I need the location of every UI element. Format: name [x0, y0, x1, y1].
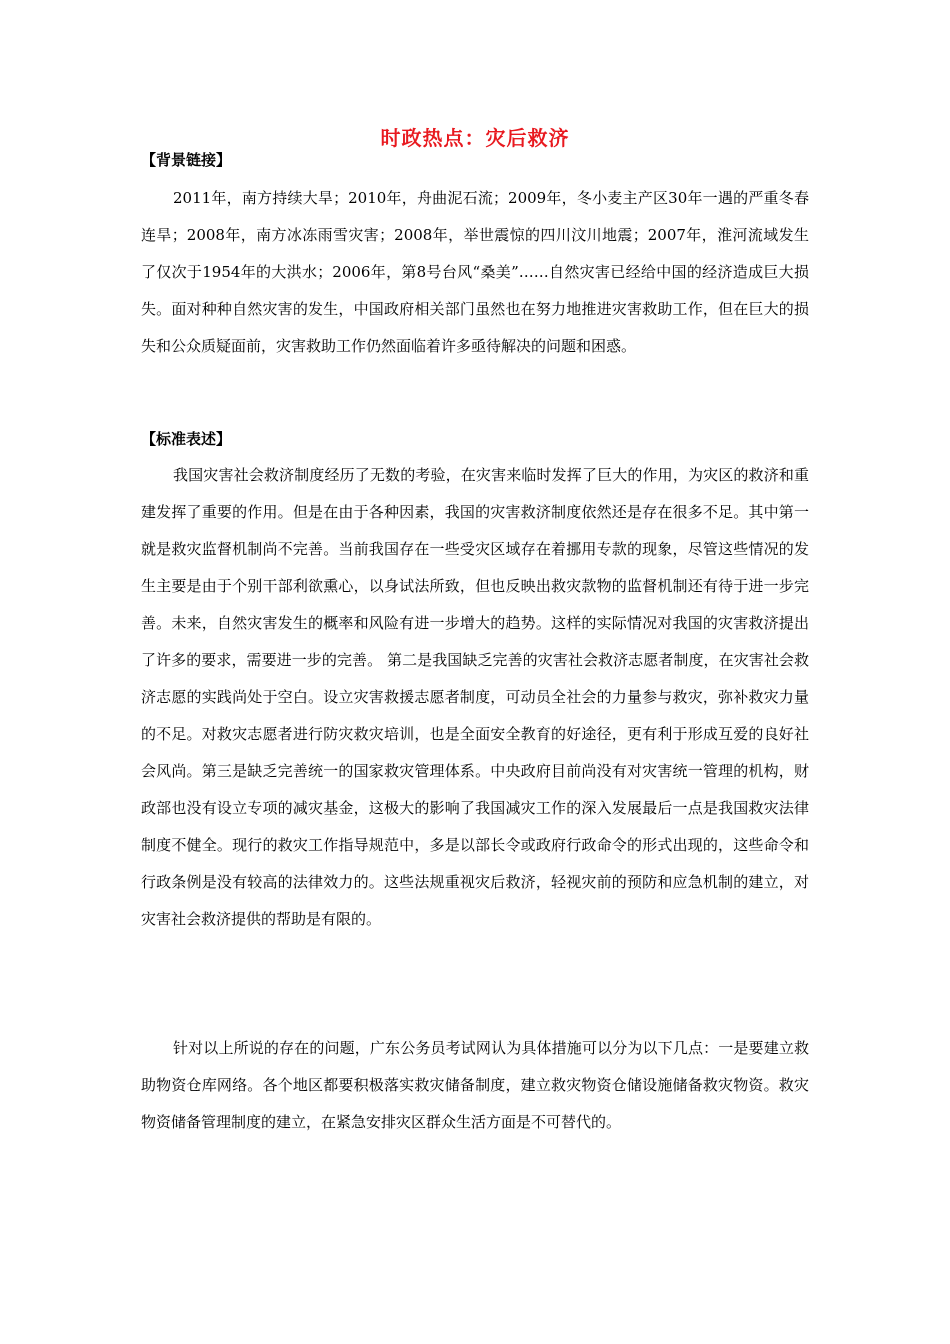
document-title: 时政热点：灾后救济 [380, 126, 570, 150]
paragraph-standard-2: 针对以上所说的存在的问题，广东公务员考试网认为具体措施可以分为以下几点：一是要建立救助物资仓库网络。各个地区都要积极落实救灾储备制度，建立救灾物资仓储设施储备救灾物资。救灾物资储备管理制度的建立，在紧急安排灾区群众生活方面是不可替代的。 [141, 1039, 809, 1131]
paragraph-background: 2011年，南方持续大旱；2010年，舟曲泥石流；2009年，冬小麦主产区30年一遇的严重冬春连旱；2008年，南方冰冻雨雪灾害；2008年，举世震惊的四川汶川地震；2007年，淮河流域发生了仅次于1954年的大洪水；2006年，第8号台风“桑美”……自然灾害已经给中国的经济造成巨大损失。面对种种自然灾害的发生，中国政府相关部门虽然也在努力地推进灾害救助工作，但在巨大的损失和公众质疑面前，灾害救助工作仍然面临着许多亟待解决的问题和困惑。 [141, 189, 809, 355]
paragraph-standard-1: 我国灾害社会救济制度经历了无数的考验，在灾害来临时发挥了巨大的作用，为灾区的救济和重建发挥了重要的作用。但是在由于各种因素，我国的灾害救济制度依然还是存在很多不足。其中第一就是救灾监督机制尚不完善。当前我国存在一些受灾区域存在着挪用专款的现象，尽管这些情况的发生主要是由于个别干部利欲熏心，以身试法所致，但也反映出救灾款物的监督机制还有待于进一步完善。未来，自然灾害发生的概率和风险有进一步增大的趋势。这样的实际情况对我国的灾害救济提出了许多的要求，需要进一步的完善。 第二是我国缺乏完善的灾害社会救济志愿者制度，在灾害社会救济志愿的实践尚处于空白。设立灾害救援志愿者制度，可动员全社会的力量参与救灾，弥补救灾力量的不足。对救灾志愿者进行防灾救灾培训，也是全面安全教育的好途径，更有利于形成互爱的良好社会风尚。第三是缺乏完善统一的国家救灾管理体系。中央政府目前尚没有对灾害统一管理的机构，财政部也没有设立专项的减灾基金，这极大的影响了我国减灾工作的深入发展最后一点是我国救灾法律制度不健全。现行的救灾工作指导规范中，多是以部长令或政府行政命令的形式出现的，这些命令和行政条例是没有较高的法律效力的。这些法规重视灾后救济，轻视灾前的预防和应急机制的建立，对灾害社会救济提供的帮助是有限的。 [141, 466, 809, 928]
section-heading-standard: 【标准表述】 [141, 430, 232, 448]
section-heading-background: 【背景链接】 [141, 151, 232, 169]
